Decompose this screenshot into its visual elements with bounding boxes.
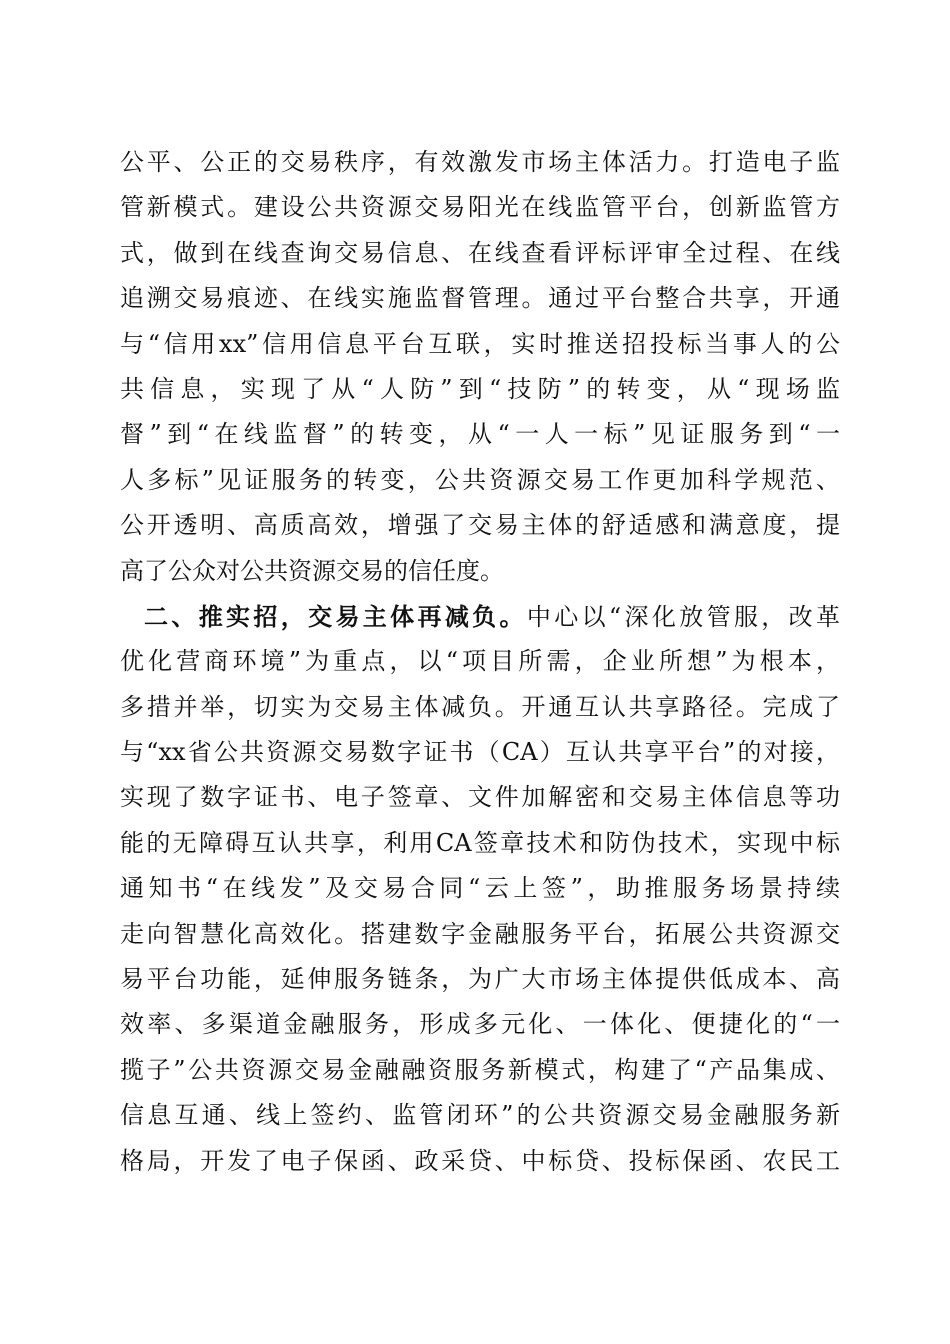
text-line: 督”到“在线监督”的转变，从“一人一标”见证服务到“一 (120, 420, 840, 449)
text-line: 优化营商环境”为重点，以“项目所需，企业所想”为根本， (120, 647, 840, 676)
text-line: 追溯交易痕迹、在线实施监督管理。通过平台整合共享，开通 (120, 284, 840, 313)
text-line: 能的无障碍互认共享，利用CA签章技术和防伪技术，实现中标 (120, 828, 840, 857)
text-line: 式，做到在线查询交易信息、在线查看评标评审全过程、在线 (120, 238, 840, 267)
text-line: 信息互通、线上签约、监管闭环”的公共资源交易金融服务新 (120, 1101, 840, 1130)
text-line: 多措并举，切实为交易主体减负。开通互认共享路径。完成了 (120, 692, 840, 721)
text-line: 与“信用xx”信用信息平台互联，实时推送招投标当事人的公 (120, 329, 840, 358)
text-line: 效率、多渠道金融服务，形成多元化、一体化、便捷化的“一 (120, 1010, 840, 1039)
heading-continuation: 中心以“深化放管服，改革 (526, 602, 840, 631)
text-line: 共信息，实现了从“人防”到“技防”的转变，从“现场监 (120, 374, 840, 403)
text-line: 管新模式。建设公共资源交易阳光在线监管平台，创新监管方 (120, 193, 840, 222)
text-line: 公开透明、高质高效，增强了交易主体的舒适感和满意度，提 (120, 511, 840, 540)
text-line: 人多标”见证服务的转变，公共资源交易工作更加科学规范、 (120, 465, 840, 494)
text-line: 实现了数字证书、电子签章、文件加解密和交易主体信息等功 (120, 783, 840, 812)
text-line: 通知书“在线发”及交易合同“云上签”，助推服务场景持续 (120, 874, 840, 903)
text-line: 易平台功能，延伸服务链条，为广大市场主体提供低成本、高 (120, 965, 840, 994)
text-line: 与“xx省公共资源交易数字证书（CA）互认共享平台”的对接， (120, 738, 840, 767)
text-line: 走向智慧化高效化。搭建数字金融服务平台，拓展公共资源交 (120, 919, 840, 948)
text-line: 高了公众对公共资源交易的信任度。 (120, 556, 504, 585)
paragraph-2-first-line (120, 594, 840, 639)
body-text (120, 140, 840, 1184)
text-line: 格局，开发了电子保函、政采贷、中标贷、投标保函、农民工 (120, 1146, 840, 1175)
text-line: 公平、公正的交易秩序，有效激发市场主体活力。打造电子监 (120, 148, 840, 176)
text-line: 揽子”公共资源交易金融融资服务新模式，构建了“产品集成、 (120, 1055, 840, 1084)
section-heading: 二、推实招，交易主体再减负。 (144, 601, 527, 631)
